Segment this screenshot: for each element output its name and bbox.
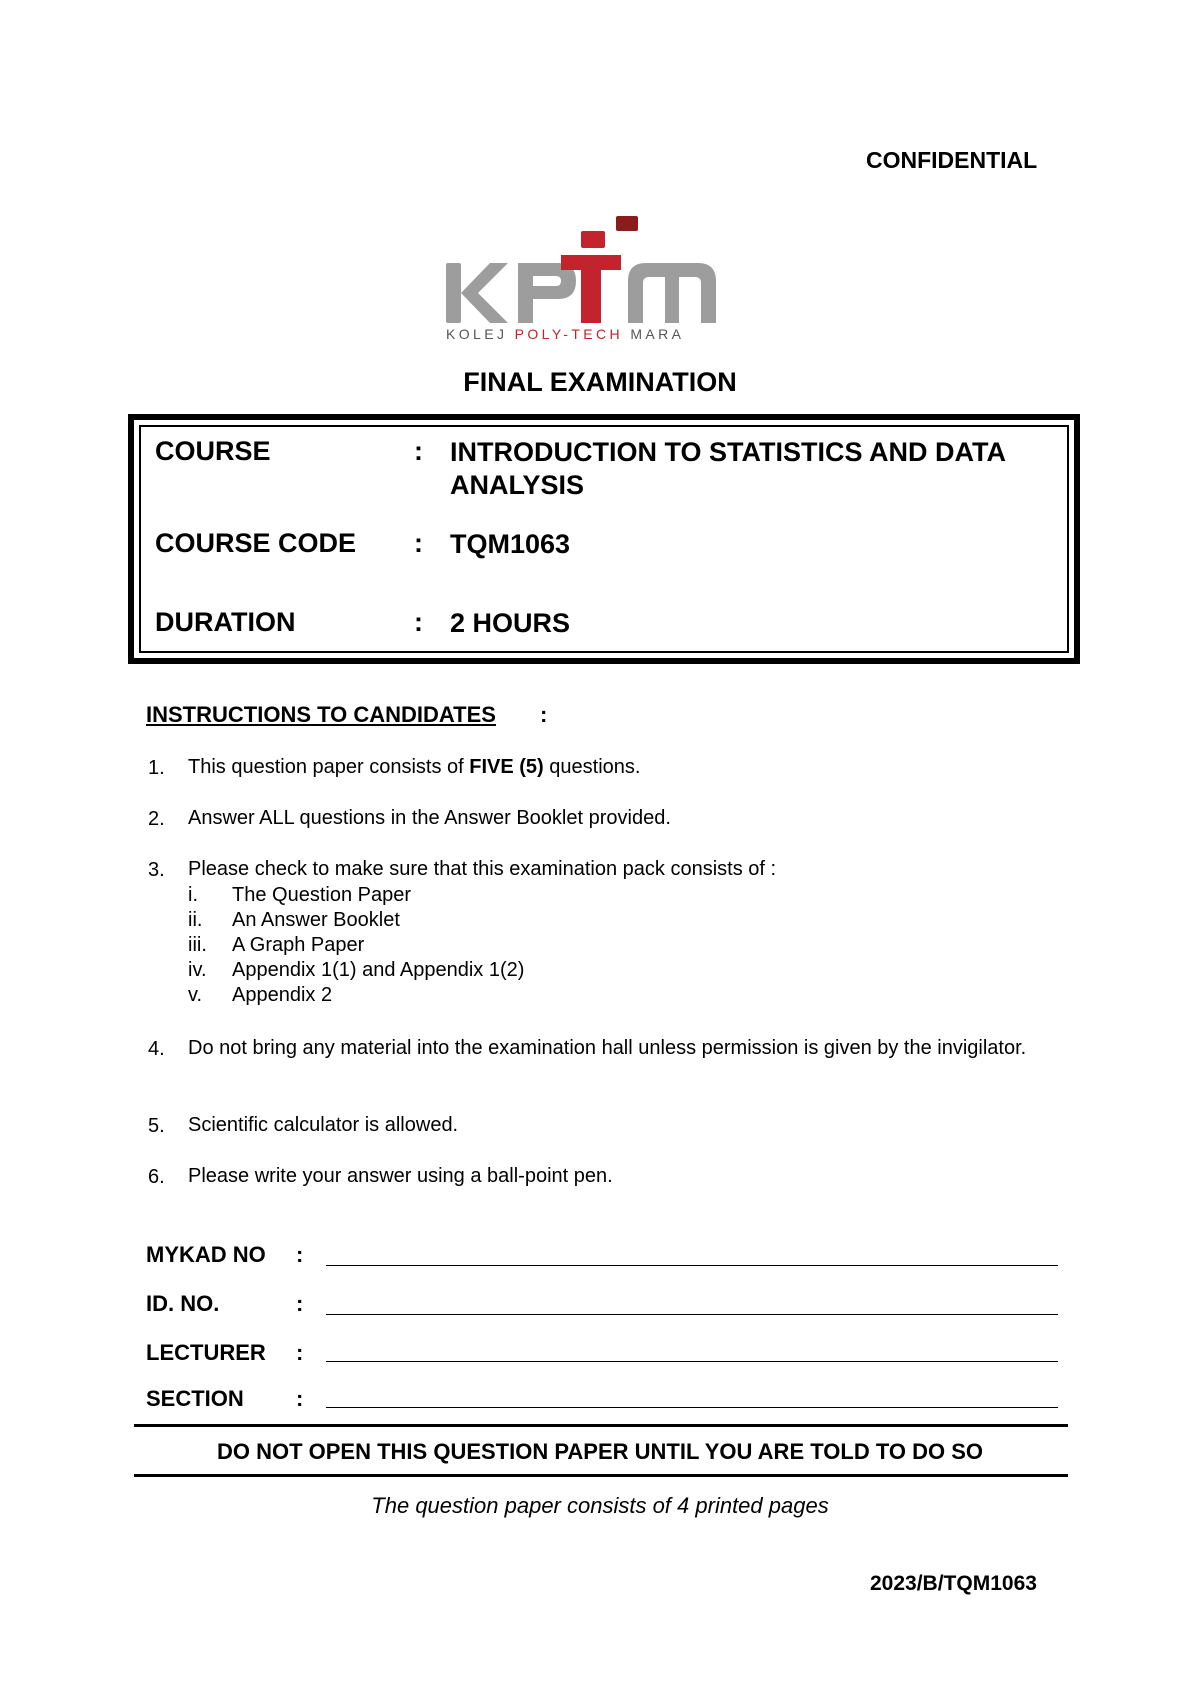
instruction-number: 3.: [148, 859, 165, 881]
instructions-heading-colon: :: [540, 702, 548, 727]
duration-colon: :: [414, 607, 423, 637]
pack-item-number: i.: [188, 884, 198, 906]
pack-item-number: iv.: [188, 959, 207, 981]
course-colon: :: [414, 436, 423, 466]
duration-value: 2 HOURS: [450, 608, 571, 638]
instruction-number: 5.: [148, 1115, 165, 1137]
instruction-number: 6.: [148, 1166, 165, 1188]
course-code-colon: :: [414, 528, 423, 558]
instruction-item: Scientific calculator is allowed.: [188, 1114, 459, 1136]
pack-item: An Answer Booklet: [232, 909, 400, 931]
mykad-label: MYKAD NO: [146, 1242, 266, 1267]
paper-code: 2023/B/TQM1063: [870, 1572, 1037, 1595]
course-label: COURSE: [155, 436, 271, 466]
instructions-heading: INSTRUCTIONS TO CANDIDATES: [146, 702, 496, 727]
instruction-number: 2.: [148, 808, 165, 830]
id-no-colon: :: [296, 1291, 304, 1316]
kptm-logo: [440, 213, 770, 343]
lecturer-field[interactable]: [326, 1361, 1058, 1362]
instruction-number: 4.: [148, 1038, 165, 1060]
divider-top: [134, 1424, 1068, 1427]
pack-item: Appendix 2: [232, 984, 333, 1006]
lecturer-label: LECTURER: [146, 1340, 266, 1365]
section-label: SECTION: [146, 1386, 244, 1411]
confidential-label: CONFIDENTIAL: [866, 147, 1038, 173]
mykad-field[interactable]: [326, 1265, 1058, 1266]
section-field[interactable]: [326, 1407, 1058, 1408]
pack-item-number: ii.: [188, 909, 203, 931]
section-colon: :: [296, 1386, 304, 1411]
duration-label: DURATION: [155, 607, 296, 637]
instruction-item: Please check to make sure that this examination pack consists of :: [188, 858, 777, 880]
id-no-label: ID. NO.: [146, 1291, 220, 1316]
pack-item-number: iii.: [188, 934, 207, 956]
pack-item: A Graph Paper: [232, 934, 365, 956]
course-code-value: TQM1063: [450, 529, 571, 559]
instruction-item: Do not bring any material into the examination hall unless permission is given by the invigilator.: [188, 1037, 1027, 1059]
exam-title: FINAL EXAMINATION: [463, 367, 737, 397]
pack-item-number: v.: [188, 984, 203, 1006]
do-not-open-warning: DO NOT OPEN THIS QUESTION PAPER UNTIL YOU ARE TOLD TO DO SO: [216, 1439, 983, 1464]
instruction-item: Answer ALL questions in the Answer Booklet provided.: [188, 807, 671, 829]
logo-subtitle: KOLEJ POLY-TECH MARA: [446, 326, 685, 342]
pack-item: Appendix 1(1) and Appendix 1(2): [232, 959, 525, 981]
instruction-item: Please write your answer using a ball-point pen.: [188, 1165, 613, 1187]
lecturer-colon: :: [296, 1340, 304, 1365]
pack-item: The Question Paper: [232, 884, 411, 906]
id-no-field[interactable]: [326, 1314, 1058, 1315]
printed-pages-note: The question paper consists of 4 printed pages: [371, 1493, 829, 1518]
instruction-item: This question paper consists of FIVE (5) questions.: [188, 756, 641, 778]
course-code-label: COURSE CODE: [155, 528, 357, 558]
instruction-number: 1.: [148, 757, 165, 779]
course-value: INTRODUCTION TO STATISTICS AND DATA ANALYSIS: [450, 437, 1005, 500]
mykad-colon: :: [296, 1242, 304, 1267]
kptm-logo-mark: [440, 213, 770, 343]
divider-bottom: [134, 1474, 1068, 1477]
